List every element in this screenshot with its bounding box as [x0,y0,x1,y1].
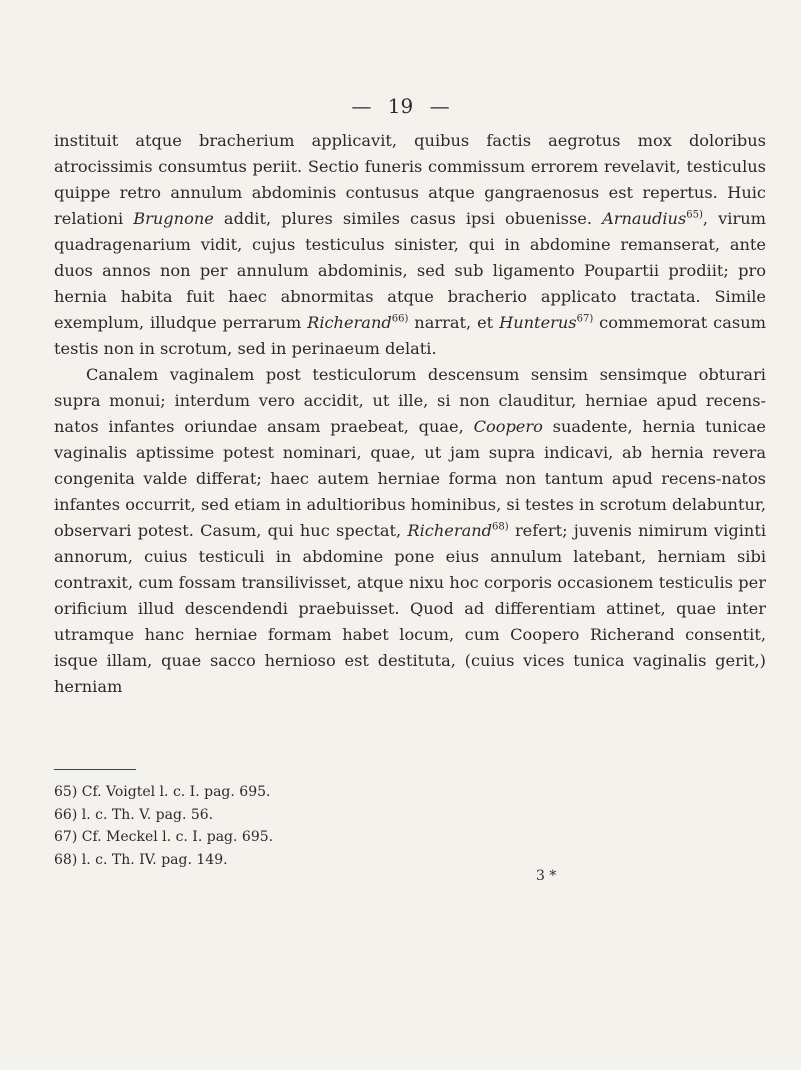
text-run: narrat, et [408,313,500,332]
footnote-number: 68) [54,851,78,868]
footnote-number: 65) [54,784,78,800]
signature-mark: 3 * [536,868,557,884]
header-dash-right: — [429,94,450,118]
footnote [54,781,454,804]
footnote-text: l. c. Th. V. pag. 56. [81,806,214,823]
footnote-number: 66) [54,806,78,823]
author-name: Arnaudius [602,209,687,228]
header-dash-left: — [351,94,372,118]
footnote-text: Cf. Voigtel l. c. I. pag. 695. [81,784,271,800]
author-name: Coopero [473,417,543,436]
text-run: instituit atque bracherium applicavit, quibus factis aegrotus mox doloribus atrocissimis consumtus periit. Sectio funeris commissum errorem revelavit, testiculus quippe retro annulum abdominis contusus atque gangraenosus est repertus. Huic relationi [54,131,766,228]
footnote-ref: 66) [391,313,409,325]
author-name: Richerand [407,521,493,540]
footnote [54,849,454,872]
footnote-number: 67) [54,829,78,845]
footnote-divider [54,769,136,770]
page-header [0,94,801,118]
author-name: Brugnone [133,209,214,228]
text-run: suadente, hernia tunicae vaginalis aptissime potest nominari, quae, ut jam supra indicavi, ab hernia revera congenita valde differat; haec autem herniae forma non tantum apud recens-natos infantes occurrit, sed etiam in adultioribus hominibus, si testes in scrotum delabuntur, observari potest. Casum, qui huc spectat, [54,417,767,540]
footnote-ref: 67) [576,313,594,325]
footnote [54,826,454,849]
text-run: refert; juvenis nimirum viginti annorum, cuius testiculi in abdomine pone eius annulum latebant, herniam sibi contraxit, cum fossam transilivisset, atque nixu hoc corporis occasionem testiculis per orificium illud descendendi praebuisset. Quod ad differentiam attinet, quae inter utramque hanc herniae formam habet locum, cum Coopero Richerand consentit, isque illam, quae sacco hernioso est destituta, (cuius vices tunica vaginalis gerit,) herniam [54,521,766,696]
footnote-ref: 65) [686,209,703,221]
text-run: Canalem vaginalem post testiculorum descensum sensim sensimque obturari supra monui; interdum vero accidit, ut ille, si non clauditur, herniae apud recens-natos infantes oriundae ansam praebeat, quae, [54,365,766,436]
footnote-text: Cf. Meckel l. c. I. pag. 695. [81,829,274,845]
paragraph-2 [54,362,766,700]
text-run: , virum quadragenarium vidit, cujus testiculus sinister, qui in abdomine remanserat, ante duos annos non per annulum abdominis, sed sub ligamento Poupartii prodiit; pro hernia habita fuit haec abnormitas atque bracherio applicato tractata. Simile exemplum, illudque perrarum [54,209,766,332]
footnote-text: l. c. Th. IV. pag. 149. [81,851,228,868]
author-name: Richerand [307,313,392,332]
footnote [54,804,454,827]
author-name: Hunterus [499,313,577,332]
footnotes [54,781,454,871]
page-number: 19 [387,94,414,118]
footnote-ref: 68) [492,521,509,533]
text-run: commemorat casum testis non in scrotum, sed in perinaeum delati. [54,313,766,358]
text-run: addit, plures similes casus ipsi obuenisse. [213,209,603,228]
paragraph-1 [54,128,766,362]
body-text [54,128,766,700]
